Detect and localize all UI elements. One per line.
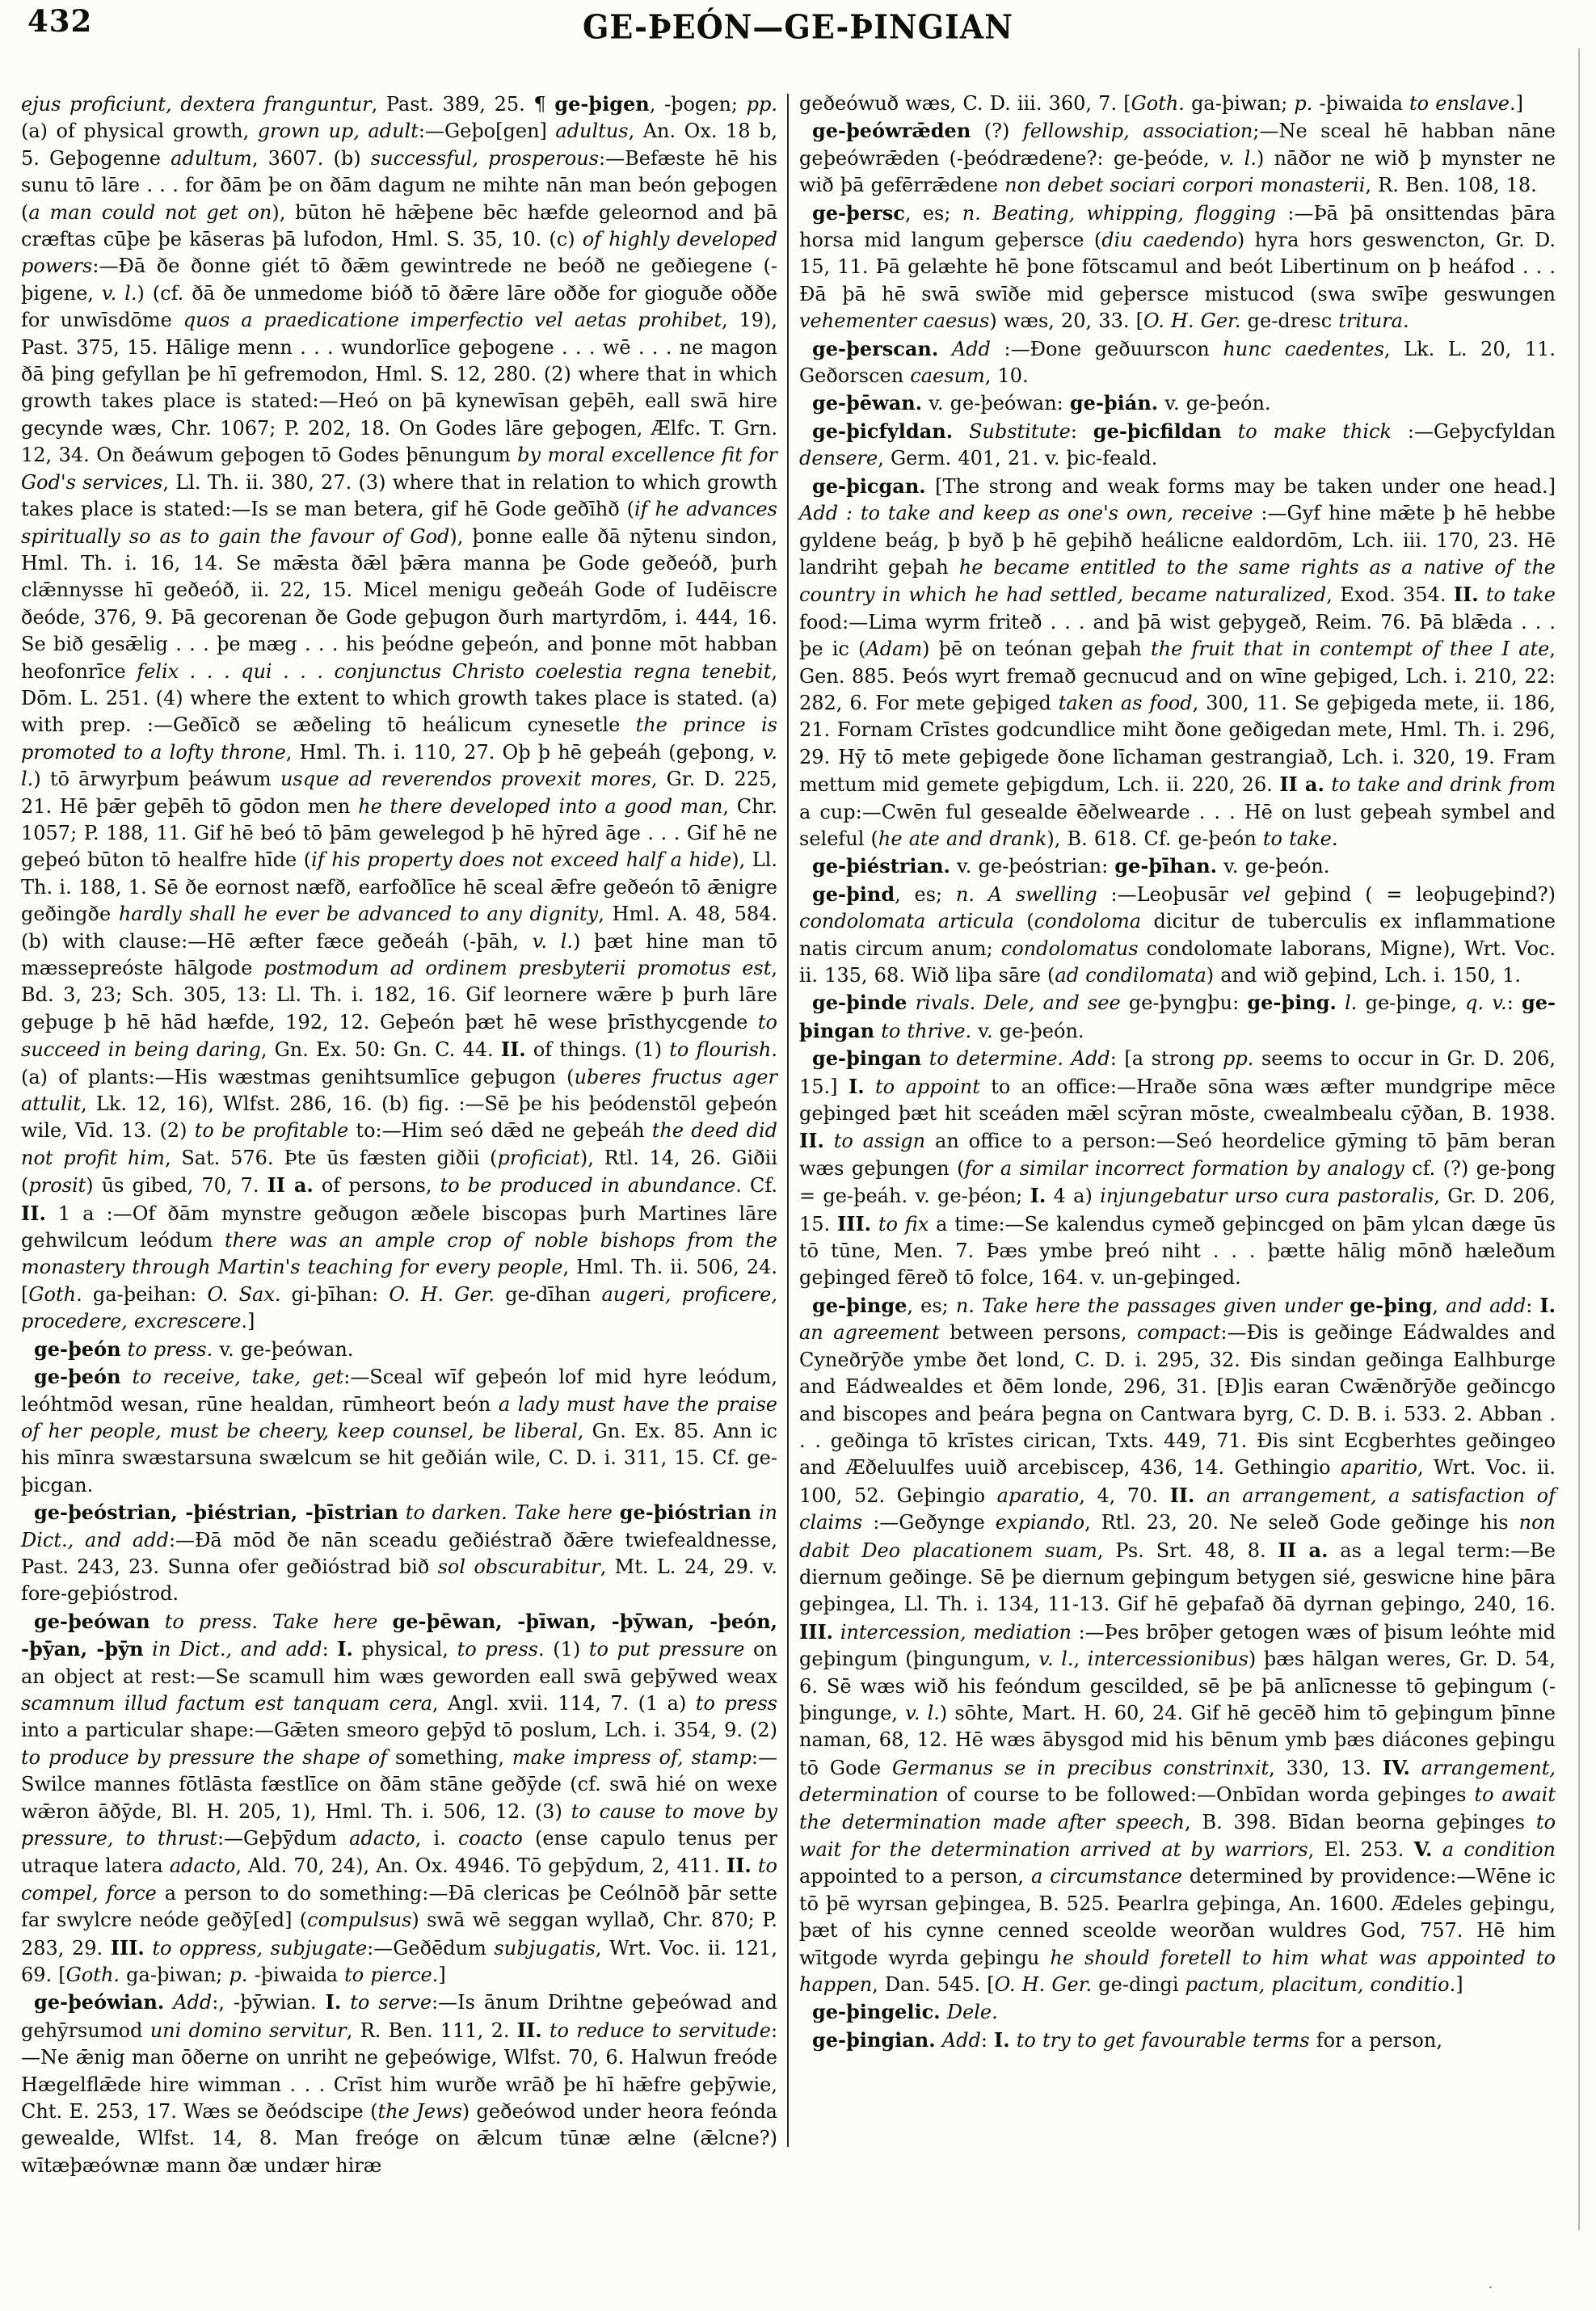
dictionary-body xyxy=(0,91,1596,2179)
corner-ink-mark: · xyxy=(1488,2279,1493,2295)
entry-paragraph: ge-þingelic. Dele. xyxy=(812,2000,998,2024)
page-number: 432 xyxy=(27,3,93,39)
entry-paragraph: ge-þingan to determine. Add: [a strong pp. seems to occur in Gr. D. 206, 15.] I. to appoint to an office:—Hraðe sōna wæs æfter mundgripe mēce geþinged þæt hit sceáden mǣl scȳran mōste, cwealmbealu cȳðan, B. 1938. II. to assign an office to a person:—Seó heordelice gȳming tō þām beran wæs geþungen (for a similar incorrect formation by analogy cf. (?) ge-þong = ge-þeáh. v. ge-þéon; I. 4 a) injungebatur urso cura pastoralis, Gr. D. 206, 15. III. to fix a time:—Se kalendus cymeð geþincged on þām ylcan dæge ūs tō tūne, Men. 7. Þæs ymbe þreó niht . . . þætte hālig mōnð hæleðum geþinged fēreð tō folce, 164. v. un-geþinged. xyxy=(799,1046,1556,1290)
page-header xyxy=(0,0,1596,91)
continuation-paragraph: ejus proficiunt, dextera franguntur, Past. 389, 25. ¶ ge-þigen, -þogen; pp. (a) of physical growth, grown up, adult:—Geþo[gen] adultus, An. Ox. 18 b, 5. Geþogenne adultum, 3607. (b) successful, prosperous:—Befæste hē his sunu tō lāre . . . for ðām þe on ðām dagum ne mihte nān man beón geþogen (a man could not get on), būton hē hǣþene bēc hæfde geleornod and þā cræftas cūþe þe kāseras þā lufodon, Hml. S. 35, 10. (c) of highly developed powers:—Ðā ðe ðonne giét tō ðǣm gewintrede ne beóð ne geðiegene (-þigene, v. l.) (cf. ðā ðe unmedome bióð tō ðǣre lāre oððe for gioguðe oððe for unwīsdōme quos a praedicatione imperfectio vel aetas prohibet, 19), Past. 375, 15. Hālige menn . . . wundorlīce geþogene . . . wē . . . ne magon ðā þing gefyllan þe hī gefremodon, Hml. S. 12, 280. (2) where that in which growth takes place is stated:—Heó on þā kynewīsan geþēh, eall swā hire gecynde wæs, Chr. 1067; P. 202, 18. On Godes lāre geþogen, Ælfc. T. Grn. 12, 34. On ðeáwum geþogen tō Godes þēnungum by moral excellence fit for God's services, Ll. Th. ii. 380, 27. (3) where that in relation to which growth takes place is stated:—Is se man betera, gif hē Gode geðīhð (if he advances spiritually so as to gain the favour of God), þonne ealle ðā nȳtenu sindon, Hml. Th. i. 16, 14. Se mǣsta ðǣl þǣra manna þe Gode geðeóð, þurh clǣnnysse hī geðeóð, ii. 22, 15. Micel menigu geðeáh Gode of Iudēiscre ðeóde, 376, 9. Þā gecorenan ðe Gode geþugon ðurh martyrdōm, i. 444, 16. Se bið gesǣlig . . . þe mæg . . . his þeódne geþeón, and þonne mōt habban heofonrīce felix . . . qui . . . conjunctus Christo coelestia regna tenebit, Dōm. L. 251. (4) where the extent to which growth takes place is stated. (a) with prep. :—Geðīcð se æðeling tō heálicum cynesetle the prince is promoted to a lofty throne, Hml. Th. i. 110, 27. Oþ þ hē geþeáh (geþong, v. l.) tō ārwyrþum þeáwum usque ad reverendos provexit mores, Gr. D. 225, 21. Hē þǣr geþēh tō gōdon men he there developed into a good man, Chr. 1057; P. 188, 11. Gif hē beó tō þām gewelegod þ hē hȳred āge . . . Gif hē ne geþeó būton tō healfre hīde (if his property does not exceed half a hide), Ll. Th. i. 188, 1. Sē ðe eornost næfð, earfoðlīce hē sceal ǣfre geðeón tō ǣnigre geðingðe hardly shall he ever be advanced to any dignity, Hml. A. 48, 584. (b) with clause:—Hē æfter fæce geðeáh (-þāh, v. l.) þæt hine man tō mæssepreóste hālgode postmodum ad ordinem presbyterii promotus est, Bd. 3, 23; Sch. 305, 13: Ll. Th. i. 182, 16. Gif leornere wǣre þ þurh lāre geþuge þ hē hād hæfde, 192, 12. Geþeón þæt hē wese þrīsthycgende to succeed in being daring, Gn. Ex. 50: Gn. C. 44. II. of things. (1) to flourish. (a) of plants:—His wæstmas genihtsumlīce geþugon (uberes fructus ager attulit, Lk. 12, 16), Wlfst. 286, 16. (b) fig. :—Sē þe his þeódenstōl geþeón wile, Vīd. 13. (2) to be profitable to:—Him seó dǣd ne geþeáh the deed did not profit him, Sat. 576. Þte ūs fæsten giðii (proficiat), Rtl. 14, 26. Giðii (prosit) ūs gibed, 70, 7. II a. of persons, to be produced in abundance. Cf. II. 1 a :—Of ðām mynstre geðugon æðele biscopas þurh Martines lāre gehwilcum leódum there was an ample crop of noble bishops from the monastery through Martin's teaching for every people, Hml. Th. ii. 506, 24. [Goth. ga-þeihan: O. Sax. gi-þīhan: O. H. Ger. ge-dīhan augeri, proficere, procedere, excrescere.] xyxy=(21,92,778,1333)
entry-paragraph: ge-þerscan. Add :—Ðone geðuurscon hunc caedentes, Lk. L. 20, 11. Geðorscen caesum, 10. xyxy=(799,336,1556,388)
right-column xyxy=(793,91,1556,2179)
continuation-paragraph: geðeówuð wæs, C. D. iii. 360, 7. [Goth. ga-þiwan; p. -þiwaida to enslave.] xyxy=(799,92,1523,115)
entry-paragraph: ge-þēwan. v. ge-þeówan: ge-þián. v. ge-þeón. xyxy=(812,391,1271,415)
entry-paragraph: ge-þersc, es; n. Beating, whipping, flogging :—Þā þā onsittendas þāra horsa mid langum geþersce (diu caedendo) hyra hors geswencton, Gr. D. 15, 11. Þā gelæhte hē þone fōtscamul and beót Libertinum on þ heáfod . . . Ðā þā hē swā swīðe mid geþersce mistucod (swa swīþe geswungen vehementer caesus) wæs, 20, 33. [O. H. Ger. ge-dresc tritura. xyxy=(799,200,1556,333)
page-edge-line xyxy=(1578,48,1580,2230)
entry-paragraph: ge-þeówan to press. Take here ge-þēwan, -þīwan, -þȳwan, -þeón, -þȳan, -þȳn in Dict., and add: I. physical, to press. (1) to put pressure on an object at rest:—Se scamull him wæs geworden eall swā geþȳwed weax scamnum illud factum est tanquam cera, Angl. xvii. 114, 7. (1 a) to press into a particular shape:—Gǣten smeoro geþȳd tō poslum, Lch. i. 354, 9. (2) to produce by pressure the shape of something, make impress of, stamp:—Swilce mannes fōtlāsta fæstlīce on ðām stāne geðȳde (cf. swā hié on wexe wǣron āðȳde, Bl. H. 205, 1), Hml. Th. i. 506, 12. (3) to cause to move by pressure, to thrust:—Geþȳdum adacto, i. coacto (ense capulo tenus per utraque latera adacto, Ald. 70, 24), An. Ox. 4946. Tō geþȳdum, 2, 411. II. to compel, force a person to do something:—Ðā clericas þe Ceólnōð þār sette far swylcre neóde geðȳ[ed] (compulsus) swā wē seggan wyllað, Chr. 870; P. 283, 29. III. to oppress, subjugate:—Geðēdum subjugatis, Wrt. Voc. ii. 121, 69. [Goth. ga-þiwan; p. -þiwaida to pierce.] xyxy=(21,1609,778,1987)
entry-paragraph: ge-þinge, es; n. Take here the passages given under ge-þing, and add: I. an agreement between persons, compact:—Ðis is geðinge Eádwaldes and Cyneðrȳðe ymbe ðet lond, C. D. i. 295, 32. Ðis sindan geðinga Ealhburge and Eádwealdes et ðēm londe, 296, 31. [Ð]is earan Cwǣnðrȳðe geðincgo and biscopes and þeára þegna on Cantwara byrg, C. D. B. i. 533. 2. Abban . . . geðinga tō krīstes cirican, Txts. 449, 71. Ðis sint Ecgberhtes geðingeo and Æðeluulfes uuið arcebiscep, 436, 14. Gethingio aparitio, Wrt. Voc. ii. 100, 52. Geþingio aparatio, 4, 70. II. an arrangement, a satisfaction of claims :—Geðynge expiando, Rtl. 23, 20. Ne seleð Gode geðinge his non dabit Deo placationem suam, Ps. Srt. 48, 8. II a. as a legal term:—Be diernum geðinge. Sē þe diernum geþingum betygen sié, geswicne hine þāra geþingea, Ll. Th. i. 134, 11-13. Gif hē geþafað ðā dyrnan geþingo, 240, 16. III. intercession, mediation :—Þes brōþer getogen wæs of þisum leóhte mid geþingum (þingungum, v. l., intercessionibus) þæs hālgan weres, Gr. D. 54, 6. Sē wæs wið his feóndum gescilded, sē þe þā anlīcnesse tō geþingum (-þingunge, v. l.) sōhte, Mart. H. 60, 24. Gif hē gecēð him tō geþingum þīnne naman, 68, 12. Hē wæs ābysgod mid his bēnum ymb þæs diácones geþingu tō Gode Germanus se in precibus constrinxit, 330, 13. IV. arrangement, determination of course to be followed:—Onbīdan worda geþinges to await the determination made after speech, B. 398. Bīdan beorna geþinges to wait for the determination arrived at by warriors, El. 253. V. a condition appointed to a person, a circumstance determined by providence:—Wēne ic tō þē wyrsan geþingea, B. 525. Þearlra geþinga, An. 1600. Ædeles geþingu, þæt of his cynne cenned sceolde weorðan wuldres God, 757. Hē him wītgode wyrda geþingu he should foretell to him what was appointed to happen, Dan. 545. [O. H. Ger. ge-dingi pactum, placitum, conditio.] xyxy=(799,1293,1556,1997)
entry-paragraph: ge-þeón to receive, take, get:—Sceal wīf geþeón lof mid hyre leódum, leóhtmōd wesan, rūne healdan, rūmheort beón a lady must have the praise of her people, must be cheery, keep counsel, be liberal, Gn. Ex. 85. Ann ic his mīnra swæstarsuna swælcum se hit geðián wile, C. D. i. 311, 15. Cf. ge-þicgan. xyxy=(21,1365,778,1496)
entry-paragraph: ge-þiéstrian. v. ge-þeóstrian: ge-þīhan. v. ge-þeón. xyxy=(812,854,1330,878)
entry-paragraph: ge-þingian. Add: I. to try to get favourable terms for a person, xyxy=(812,2027,1442,2052)
entry-paragraph: ge-þeón to press. v. ge-þeówan. xyxy=(34,1337,354,1361)
entry-paragraph: ge-þeówrǣden (?) fellowship, association;—Ne sceal hē habban nāne geþeówrǣden (-þeódrædene?: ge-þeóde, v. l.) nāðor ne wið þ mynster ne wið þā gefērrǣdene non debet sociari corpori monasterii, R. Ben. 108, 18. xyxy=(799,119,1556,197)
entry-paragraph: ge-þeówian. Add:, -þȳwian. I. to serve:—Is ānum Drihtne geþeówad and gehȳrsumod uni domino servitur, R. Ben. 111, 2. II. to reduce to servitude:—Ne ǣnig man ōðerne on unriht ne geþeówige, Wlfst. 70, 6. Halwun freóde Hægelflǣde hire wimman . . . Crīst him wurðe wrāð þe hī hǣfre geþȳwie, Cht. E. 253, 17. Wæs se ðeódscipe (the Jews) geðeówod under heora feónda gewealde, Wlfst. 14, 8. Man freóge on ǣlcum tūnæ ælne (ǣlcne?) wītæþæównæ mann ðæ undær hiræ xyxy=(21,1990,778,2177)
entry-paragraph: ge-þinde rivals. Dele, and see ge-þyngþu: ge-þing. l. ge-þinge, q. v.: ge-þingan to thrive. v. ge-þeón. xyxy=(799,991,1556,1042)
left-column xyxy=(21,91,777,2179)
entry-paragraph: ge-þeóstrian, -þiéstrian, -þīstrian to darken. Take here ge-þióstrian in Dict., and add:—Ðā mōd ðe nān sceadu geðiéstrað ðǣre twiefealdnesse, Past. 243, 23. Sunna ofer geðióstrad bið sol obscurabitur, Mt. L. 24, 29. v. fore-geþióstrod. xyxy=(21,1501,777,1606)
entry-paragraph: ge-þicfyldan. Substitute: ge-þicfildan to make thick :—Geþycfyldan densere, Germ. 401, 21. v. þic-feald. xyxy=(799,419,1556,470)
entry-paragraph: ge-þicgan. [The strong and weak forms may be taken under one head.] Add : to take and keep as one's own, receive :—Gyf hine mǣte þ hē hebbe gyldene beág, þ byð þ hē geþihð heálicne ealdordōm, Lch. iii. 170, 23. Hē landriht geþah he became entitled to the same rights as a native of the country in which he had settled, became naturalized, Exod. 354. II. to take food:—Lima wyrm friteð . . . and þā wist geþygeð, Reim. 76. Þā blǣda . . . þe ic (Adam) þē on teónan geþah the fruit that in contempt of thee I ate, Gen. 885. Þeós wyrt fremað gecnucud and on wīne geþiged, Lch. i. 210, 22: 282, 6. For mete geþiged taken as food, 300, 11. Se geþigeda mete, ii. 186, 21. Fornam Crīstes godcundlice miht ðone geðigedan mete, Hml. Th. i. 296, 29. Hȳ tō mete geþigede ðone līchaman gestrangiað, Lch. i. 320, 19. Fram mettum mid gemete geþigdum, Lch. ii. 220, 26. II a. to take and drink from a cup:—Cwēn ful gesealde ēðelwearde . . . Hē on lust geþeah symbel and seleful (he ate and drank), B. 618. Cf. ge-þeón to take. xyxy=(799,474,1556,850)
entry-paragraph: ge-þind, es; n. A swelling :—Leoþusār vel geþind ( = leoþugeþind?) condolomata articula (condoloma dicitur de tuberculis ex inflammatione natis circum anum; condolomatus condolomate laborans, Migne), Wrt. Voc. ii. 135, 68. Wið liþa sāre (ad condilomata) and wið geþind, Lch. i. 150, 1. xyxy=(799,882,1556,987)
column-divider-rule xyxy=(787,94,789,2147)
page-title: GE-ÞEÓN—GE-ÞINGIAN xyxy=(582,6,1014,47)
